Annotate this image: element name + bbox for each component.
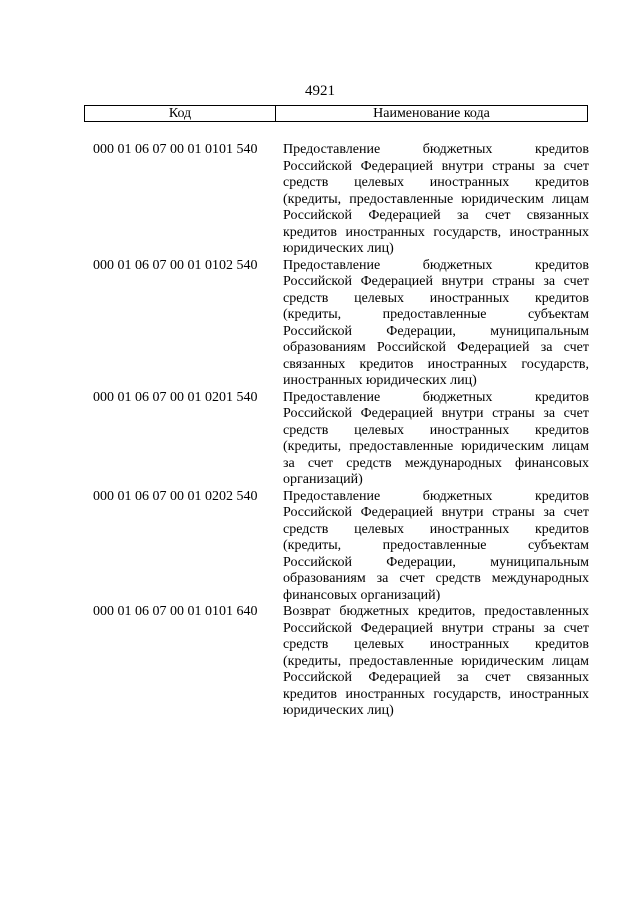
description-line: средств целевых иностранных кредитов (283, 290, 589, 306)
code-table-body (93, 142, 589, 720)
description-line: юридических лиц) (283, 241, 394, 256)
description-line: (кредиты, предоставленные субъектам (283, 538, 589, 553)
description-line: средств целевых иностранных кредитов (283, 637, 589, 652)
description-line: Российской Федерацией внутри страны за счет (283, 158, 589, 174)
row-description (283, 142, 589, 258)
description-line: (кредиты, предоставленные юридическим лицам (283, 653, 589, 669)
description-line: Российской Федерацией внутри страны за счет (283, 406, 589, 421)
description-line: Предоставление бюджетных кредитов (283, 389, 589, 405)
page-number: 4921 (305, 83, 335, 99)
description-line: иностранных юридических лиц) (283, 373, 477, 388)
description-line: Российской Федерацией внутри страны за счет (283, 620, 589, 636)
row-code: 000 01 06 07 00 01 0101 540 (93, 142, 258, 157)
table-row (93, 258, 589, 390)
description-line: финансовых организаций) (283, 587, 441, 603)
description-line: средств целевых иностранных кредитов (283, 175, 589, 190)
description-line: Российской Федерации, муниципальным (283, 554, 589, 570)
row-description (283, 604, 589, 720)
table-row (93, 142, 589, 258)
description-line: Возврат бюджетных кредитов, предоставленных (283, 604, 589, 619)
description-line: Российской Федерацией за счет связанных (283, 208, 589, 223)
description-line: организаций) (283, 472, 363, 487)
description-line: юридических лиц) (283, 703, 394, 718)
row-description (283, 390, 589, 489)
description-line: средств целевых иностранных кредитов (283, 521, 589, 537)
row-code: 000 01 06 07 00 01 0101 640 (93, 604, 258, 619)
header-code-label: Код (85, 106, 276, 121)
row-description (283, 258, 589, 390)
row-code: 000 01 06 07 00 01 0102 540 (93, 257, 258, 273)
row-description (283, 489, 589, 605)
table-row (93, 489, 589, 605)
description-line: Предоставление бюджетных кредитов (283, 488, 589, 504)
table-row (93, 390, 589, 489)
row-code: 000 01 06 07 00 01 0202 540 (93, 488, 258, 504)
row-code: 000 01 06 07 00 01 0201 540 (93, 389, 258, 405)
description-line: Предоставление бюджетных кредитов (283, 142, 589, 157)
description-line: образованиям Российской Федерацией за счет (283, 340, 589, 355)
description-line: Российской Федерации, муниципальным (283, 323, 589, 339)
table-header (84, 105, 588, 122)
description-line: (кредиты, предоставленные юридическим лицам (283, 439, 589, 454)
description-line: (кредиты, предоставленные субъектам (283, 307, 589, 322)
description-line: образованиям за счет средств международных (283, 571, 589, 586)
description-line: Предоставление бюджетных кредитов (283, 257, 589, 273)
description-line: Российской Федерацией за счет связанных (283, 670, 589, 685)
description-line: средств целевых иностранных кредитов (283, 422, 589, 438)
description-line: связанных кредитов иностранных государств, (283, 356, 589, 372)
description-line: кредитов иностранных государств, иностранных (283, 686, 589, 702)
table-row (93, 604, 589, 720)
description-line: кредитов иностранных государств, иностранных (283, 224, 589, 240)
description-line: Российской Федерацией внутри страны за счет (283, 274, 589, 289)
description-line: за счет средств международных финансовых (283, 455, 589, 471)
header-name-label: Наименование кода (373, 106, 490, 121)
description-line: Российской Федерацией внутри страны за счет (283, 505, 589, 520)
description-line: (кредиты, предоставленные юридическим лицам (283, 191, 589, 207)
